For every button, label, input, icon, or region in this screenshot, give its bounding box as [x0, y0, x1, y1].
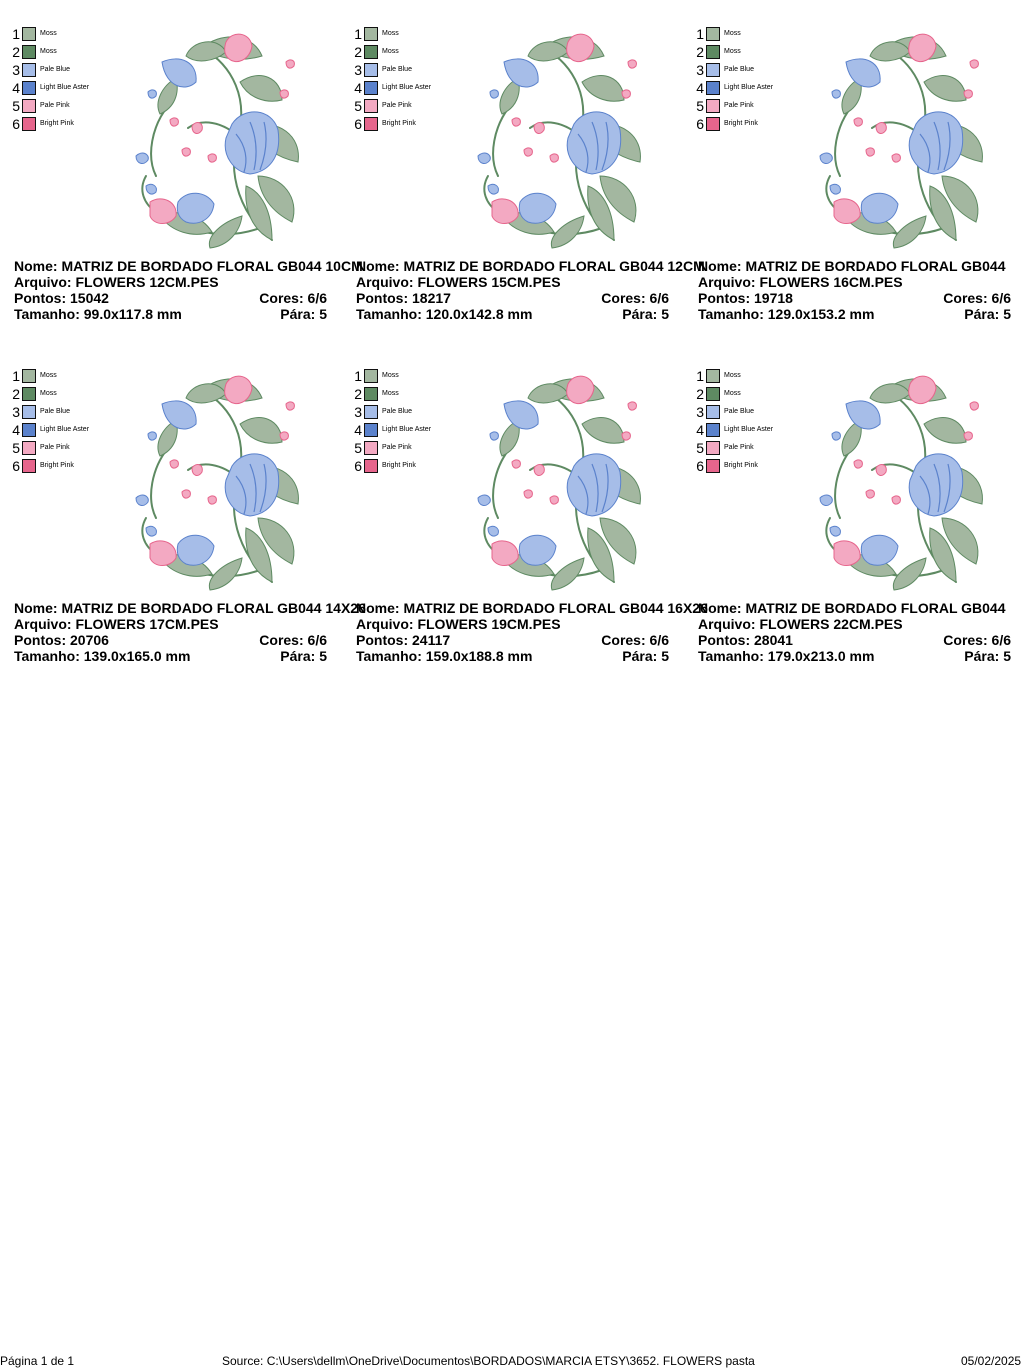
- design-card: [6, 0, 363, 322]
- colors-label: Cores:: [601, 632, 646, 648]
- thread-color-swatch: [22, 81, 36, 95]
- thread-number: 3: [696, 62, 704, 78]
- thread-color-swatch: [22, 63, 36, 77]
- stops-label: Pára:: [964, 306, 1000, 322]
- stitch-count: 24117: [412, 632, 451, 648]
- size-label: Tamanho:: [356, 306, 422, 322]
- thread-name: Pale Blue: [382, 408, 412, 415]
- file-name: FLOWERS 16CM.PES: [759, 274, 903, 290]
- thread-name: Moss: [40, 372, 57, 379]
- stops-label: Pára:: [622, 648, 658, 664]
- size-label: Tamanho:: [698, 306, 764, 322]
- thread-color-swatch: [22, 387, 36, 401]
- stitches-label: Pontos:: [698, 290, 751, 306]
- thread-color-swatch: [706, 99, 720, 113]
- stitches-label: Pontos:: [356, 290, 409, 306]
- stitches-label: Pontos:: [698, 632, 751, 648]
- thread-number: 2: [696, 386, 704, 402]
- thread-number: 3: [354, 62, 362, 78]
- thread-number: 4: [12, 80, 20, 96]
- file-name: FLOWERS 15CM.PES: [417, 274, 561, 290]
- thread-number: 6: [12, 458, 20, 474]
- thread-number: 3: [12, 404, 20, 420]
- thread-color-swatch: [706, 81, 720, 95]
- file-label: Arquivo:: [14, 274, 72, 290]
- design-info: [698, 258, 1011, 322]
- thread-number: 2: [12, 44, 20, 60]
- thread-legend-item: [696, 458, 806, 476]
- embroidery-preview: [464, 26, 648, 250]
- thread-name: Pale Pink: [382, 102, 412, 109]
- design-size: 120.0x142.8 mm: [425, 306, 533, 322]
- design-info: [698, 600, 1011, 664]
- thread-name: Pale Blue: [40, 408, 70, 415]
- file-name: FLOWERS 19CM.PES: [417, 616, 561, 632]
- thread-name: Light Blue Aster: [40, 426, 90, 433]
- thread-legend-item: [696, 116, 806, 134]
- stitch-count: 20706: [70, 632, 109, 648]
- stitch-count: 15042: [70, 290, 109, 306]
- thread-name: Moss: [40, 30, 57, 37]
- thread-legend-item: [12, 458, 122, 476]
- stop-count: 5: [319, 306, 327, 322]
- design-name: MATRIZ DE BORDADO FLORAL GB044 16X26: [403, 600, 708, 616]
- stitches-label: Pontos:: [14, 632, 67, 648]
- embroidery-preview: [464, 368, 648, 592]
- thread-color-swatch: [364, 27, 378, 41]
- thread-legend-item: [12, 368, 122, 386]
- thread-legend-item: [12, 386, 122, 404]
- thread-legend-item: [354, 386, 464, 404]
- thread-color-swatch: [706, 27, 720, 41]
- thread-color-swatch: [706, 369, 720, 383]
- thread-number: 6: [12, 116, 20, 132]
- thread-color-swatch: [22, 459, 36, 473]
- name-label: Nome:: [698, 258, 742, 274]
- thread-name: Bright Pink: [40, 462, 74, 469]
- thread-number: 1: [696, 26, 704, 42]
- print-date: 05/02/2025: [961, 1354, 1022, 1368]
- thread-name: Moss: [724, 48, 741, 55]
- source-path: Source: C:\Users\dellm\OneDrive\Documentos\BORDADOS\MARCIA ETSY\3652. FLOWERS pasta: [222, 1354, 755, 1368]
- file-name: FLOWERS 22CM.PES: [759, 616, 903, 632]
- thread-number: 4: [696, 80, 704, 96]
- stitch-count: 19718: [754, 290, 793, 306]
- design-info: [356, 600, 708, 664]
- thread-legend-item: [12, 98, 122, 116]
- design-card: [690, 342, 1020, 662]
- thread-color-swatch: [364, 45, 378, 59]
- file-name: FLOWERS 12CM.PES: [75, 274, 219, 290]
- design-size: 99.0x117.8 mm: [83, 306, 182, 322]
- thread-name: Light Blue Aster: [724, 426, 774, 433]
- thread-number: 1: [696, 368, 704, 384]
- thread-name: Pale Blue: [40, 66, 70, 73]
- thread-name: Pale Blue: [724, 408, 754, 415]
- thread-number: 5: [696, 440, 704, 456]
- thread-color-swatch: [22, 45, 36, 59]
- thread-number: 4: [12, 422, 20, 438]
- design-info: [14, 600, 366, 664]
- thread-legend: [12, 26, 122, 134]
- thread-legend: [696, 368, 806, 476]
- thread-legend-item: [696, 62, 806, 80]
- thread-number: 5: [12, 98, 20, 114]
- thread-legend-item: [354, 368, 464, 386]
- thread-name: Bright Pink: [724, 120, 758, 127]
- size-label: Tamanho:: [14, 306, 80, 322]
- thread-color-swatch: [706, 423, 720, 437]
- design-size: 139.0x165.0 mm: [83, 648, 191, 664]
- thread-number: 4: [354, 422, 362, 438]
- thread-number: 2: [354, 44, 362, 60]
- thread-color-swatch: [22, 369, 36, 383]
- color-count: 6/6: [649, 290, 669, 306]
- thread-legend-item: [354, 44, 464, 62]
- stops-label: Pára:: [280, 648, 316, 664]
- thread-legend-item: [12, 62, 122, 80]
- thread-legend-item: [696, 80, 806, 98]
- thread-number: 5: [696, 98, 704, 114]
- name-label: Nome:: [698, 600, 742, 616]
- thread-color-swatch: [706, 405, 720, 419]
- stitch-count: 28041: [754, 632, 793, 648]
- thread-color-swatch: [706, 63, 720, 77]
- thread-legend-item: [696, 386, 806, 404]
- thread-color-swatch: [364, 387, 378, 401]
- design-size: 129.0x153.2 mm: [767, 306, 875, 322]
- thread-legend-item: [354, 422, 464, 440]
- thread-legend-item: [12, 26, 122, 44]
- thread-name: Moss: [382, 390, 399, 397]
- thread-legend-item: [354, 458, 464, 476]
- stop-count: 5: [1003, 648, 1011, 664]
- thread-color-swatch: [22, 99, 36, 113]
- name-label: Nome:: [14, 258, 58, 274]
- thread-name: Light Blue Aster: [382, 84, 432, 91]
- thread-color-swatch: [706, 459, 720, 473]
- thread-color-swatch: [364, 441, 378, 455]
- thread-legend-item: [354, 116, 464, 134]
- thread-legend: [12, 368, 122, 476]
- design-card: [348, 0, 705, 322]
- thread-name: Light Blue Aster: [40, 84, 90, 91]
- design-size: 159.0x188.8 mm: [425, 648, 533, 664]
- thread-number: 5: [354, 98, 362, 114]
- embroidery-preview: [122, 26, 306, 250]
- design-card: [348, 342, 708, 664]
- colors-label: Cores:: [943, 290, 988, 306]
- thread-name: Pale Pink: [40, 102, 70, 109]
- thread-number: 6: [696, 458, 704, 474]
- thread-name: Pale Pink: [724, 444, 754, 451]
- thread-legend-item: [354, 98, 464, 116]
- thread-name: Pale Pink: [382, 444, 412, 451]
- thread-color-swatch: [22, 405, 36, 419]
- thread-legend: [696, 26, 806, 134]
- thread-color-swatch: [364, 99, 378, 113]
- thread-number: 1: [354, 26, 362, 42]
- thread-name: Bright Pink: [382, 120, 416, 127]
- file-name: FLOWERS 17CM.PES: [75, 616, 219, 632]
- design-name: MATRIZ DE BORDADO FLORAL GB044 10CM: [61, 258, 363, 274]
- thread-color-swatch: [706, 45, 720, 59]
- thread-legend-item: [696, 98, 806, 116]
- thread-name: Pale Blue: [382, 66, 412, 73]
- thread-legend-item: [354, 26, 464, 44]
- thread-number: 2: [354, 386, 362, 402]
- thread-color-swatch: [364, 369, 378, 383]
- thread-number: 1: [354, 368, 362, 384]
- thread-legend-item: [696, 440, 806, 458]
- stitches-label: Pontos:: [356, 632, 409, 648]
- thread-color-swatch: [364, 459, 378, 473]
- thread-name: Moss: [724, 30, 741, 37]
- thread-legend-item: [12, 422, 122, 440]
- thread-legend-item: [354, 80, 464, 98]
- thread-name: Moss: [724, 372, 741, 379]
- design-name: MATRIZ DE BORDADO FLORAL GB044 14X26: [61, 600, 366, 616]
- thread-color-swatch: [364, 423, 378, 437]
- thread-number: 1: [12, 26, 20, 42]
- file-label: Arquivo:: [356, 616, 414, 632]
- embroidery-preview: [806, 26, 990, 250]
- thread-legend-item: [696, 26, 806, 44]
- thread-name: Pale Pink: [40, 444, 70, 451]
- thread-legend-item: [696, 368, 806, 386]
- thread-legend-item: [696, 404, 806, 422]
- thread-color-swatch: [364, 81, 378, 95]
- thread-number: 1: [12, 368, 20, 384]
- thread-number: 6: [354, 116, 362, 132]
- stops-label: Pára:: [622, 306, 658, 322]
- thread-name: Bright Pink: [40, 120, 74, 127]
- size-label: Tamanho:: [698, 648, 764, 664]
- color-count: 6/6: [991, 632, 1011, 648]
- thread-legend-item: [12, 116, 122, 134]
- name-label: Nome:: [14, 600, 58, 616]
- name-label: Nome:: [356, 600, 400, 616]
- thread-name: Moss: [382, 372, 399, 379]
- thread-color-swatch: [706, 117, 720, 131]
- thread-name: Light Blue Aster: [382, 426, 432, 433]
- design-name: MATRIZ DE BORDADO FLORAL GB044 12CM: [403, 258, 705, 274]
- thread-color-swatch: [364, 63, 378, 77]
- name-label: Nome:: [356, 258, 400, 274]
- file-label: Arquivo:: [698, 274, 756, 290]
- colors-label: Cores:: [943, 632, 988, 648]
- stitches-label: Pontos:: [14, 290, 67, 306]
- thread-legend: [354, 26, 464, 134]
- thread-legend-item: [12, 404, 122, 422]
- colors-label: Cores:: [259, 632, 304, 648]
- thread-number: 4: [696, 422, 704, 438]
- thread-color-swatch: [22, 441, 36, 455]
- color-count: 6/6: [307, 632, 327, 648]
- thread-number: 3: [696, 404, 704, 420]
- thread-number: 5: [12, 440, 20, 456]
- thread-name: Moss: [40, 390, 57, 397]
- thread-number: 6: [354, 458, 362, 474]
- stop-count: 5: [319, 648, 327, 664]
- thread-number: 2: [696, 44, 704, 60]
- colors-label: Cores:: [259, 290, 304, 306]
- file-label: Arquivo:: [698, 616, 756, 632]
- thread-name: Pale Pink: [724, 102, 754, 109]
- size-label: Tamanho:: [356, 648, 422, 664]
- design-info: [14, 258, 363, 322]
- thread-legend-item: [354, 440, 464, 458]
- color-count: 6/6: [649, 632, 669, 648]
- thread-name: Moss: [382, 30, 399, 37]
- design-card: [690, 0, 1020, 320]
- stop-count: 5: [661, 306, 669, 322]
- thread-number: 2: [12, 386, 20, 402]
- color-count: 6/6: [307, 290, 327, 306]
- thread-color-swatch: [364, 117, 378, 131]
- design-card: [6, 342, 366, 664]
- thread-color-swatch: [706, 441, 720, 455]
- page-number: Página 1 de 1: [0, 1354, 75, 1368]
- design-size: 179.0x213.0 mm: [767, 648, 875, 664]
- thread-name: Pale Blue: [724, 66, 754, 73]
- thread-legend-item: [696, 422, 806, 440]
- size-label: Tamanho:: [14, 648, 80, 664]
- thread-legend-item: [696, 44, 806, 62]
- file-label: Arquivo:: [356, 274, 414, 290]
- stop-count: 5: [1003, 306, 1011, 322]
- color-count: 6/6: [991, 290, 1011, 306]
- thread-color-swatch: [22, 27, 36, 41]
- thread-number: 5: [354, 440, 362, 456]
- stitch-count: 18217: [412, 290, 451, 306]
- thread-name: Bright Pink: [382, 462, 416, 469]
- thread-color-swatch: [364, 405, 378, 419]
- stops-label: Pára:: [280, 306, 316, 322]
- thread-name: Moss: [40, 48, 57, 55]
- design-info: [356, 258, 705, 322]
- thread-number: 6: [696, 116, 704, 132]
- stops-label: Pára:: [964, 648, 1000, 664]
- file-label: Arquivo:: [14, 616, 72, 632]
- design-name: MATRIZ DE BORDADO FLORAL GB044: [745, 258, 1006, 274]
- thread-color-swatch: [706, 387, 720, 401]
- thread-color-swatch: [22, 117, 36, 131]
- design-name: MATRIZ DE BORDADO FLORAL GB044: [745, 600, 1006, 616]
- thread-color-swatch: [22, 423, 36, 437]
- thread-number: 3: [354, 404, 362, 420]
- thread-name: Moss: [724, 390, 741, 397]
- colors-label: Cores:: [601, 290, 646, 306]
- thread-name: Moss: [382, 48, 399, 55]
- embroidery-preview: [122, 368, 306, 592]
- thread-legend-item: [354, 404, 464, 422]
- thread-legend-item: [12, 80, 122, 98]
- thread-legend-item: [12, 440, 122, 458]
- thread-legend-item: [12, 44, 122, 62]
- thread-name: Bright Pink: [724, 462, 758, 469]
- thread-name: Light Blue Aster: [724, 84, 774, 91]
- embroidery-preview: [806, 368, 990, 592]
- thread-legend-item: [354, 62, 464, 80]
- thread-legend: [354, 368, 464, 476]
- thread-number: 4: [354, 80, 362, 96]
- thread-number: 3: [12, 62, 20, 78]
- stop-count: 5: [661, 648, 669, 664]
